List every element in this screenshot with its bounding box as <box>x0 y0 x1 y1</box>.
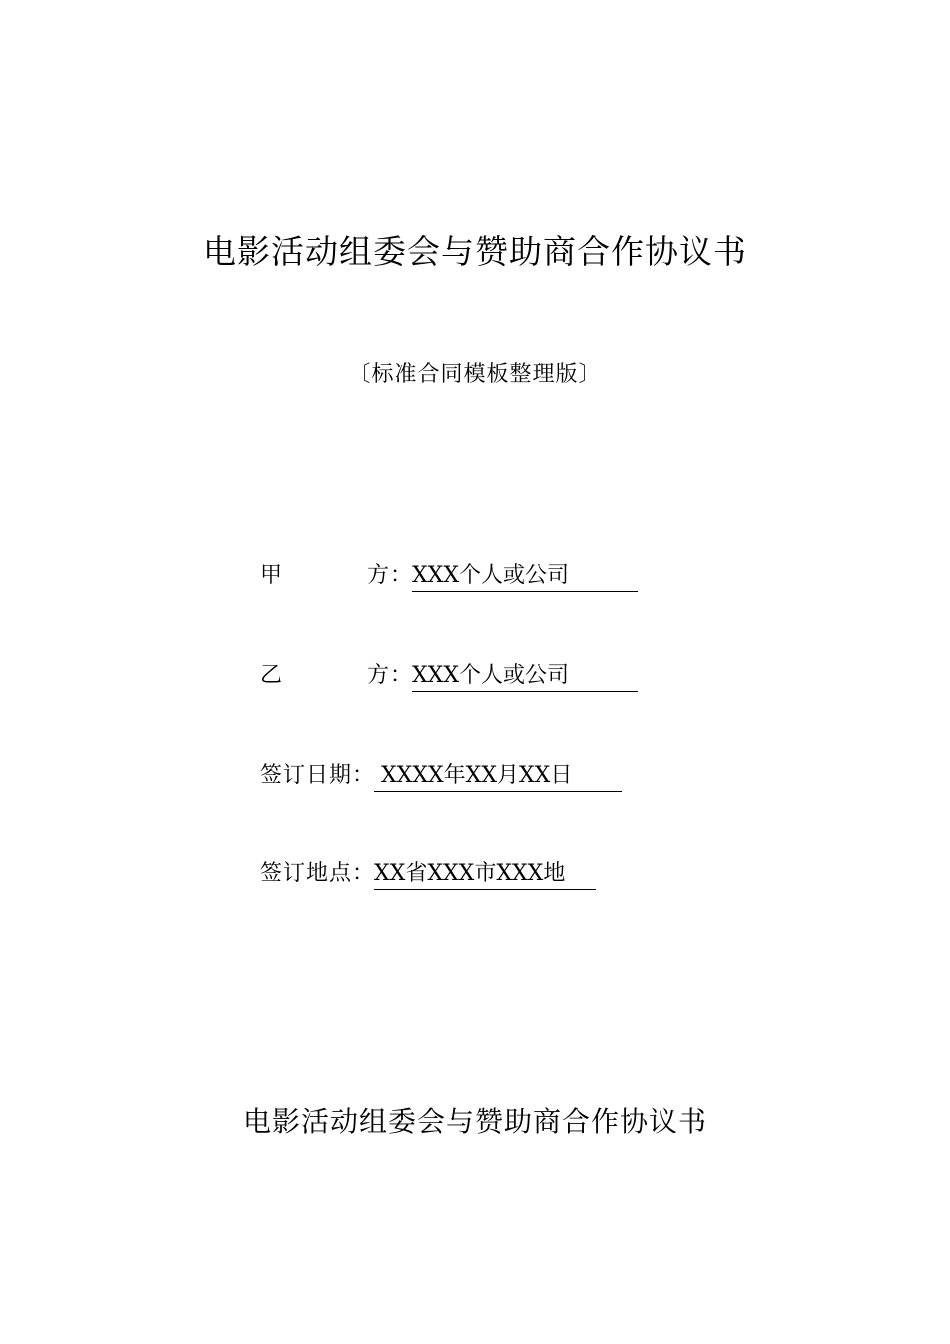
party-a-label-first: 甲 <box>260 563 284 588</box>
sign-date-value: XXXX年XX月XX日 <box>374 761 622 792</box>
sign-place-field <box>260 856 596 892</box>
sign-date-label: 签订日期 <box>260 763 353 788</box>
document-subtitle: 〔标准合同模板整理版〕 <box>348 362 602 387</box>
sign-place-value: XX省XXX市XXX地 <box>374 859 596 890</box>
party-a-colon: ： <box>390 563 413 588</box>
sign-date-field <box>260 758 622 794</box>
sign-place-colon: ： <box>352 861 375 886</box>
sign-date-colon: ： <box>352 763 375 788</box>
party-a-label-last: 方 <box>366 563 390 588</box>
document-title: 电影活动组委会与赞助商合作协议书 <box>203 232 747 271</box>
party-a-field <box>260 558 638 594</box>
party-a-label <box>260 558 390 594</box>
party-b-label-last: 方 <box>366 663 390 688</box>
party-b-value: XXX个人或公司 <box>412 661 638 692</box>
body-title: 电影活动组委会与赞助商合作协议书 <box>242 1105 707 1138</box>
party-b-colon: ： <box>390 663 413 688</box>
party-b-field <box>260 658 638 694</box>
party-a-value: XXX个人或公司 <box>412 561 638 592</box>
party-b-label <box>260 658 390 694</box>
party-b-label-first: 乙 <box>260 663 284 688</box>
sign-place-label: 签订地点 <box>260 861 353 886</box>
